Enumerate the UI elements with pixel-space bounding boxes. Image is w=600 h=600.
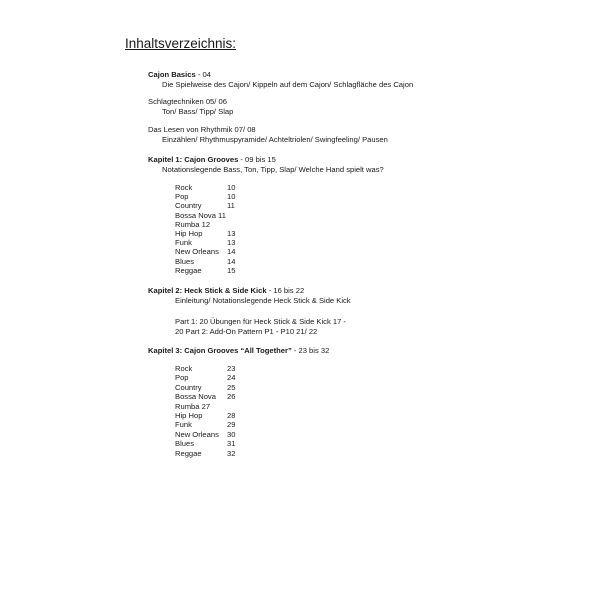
kapitel2-title: Kapitel 2: Heck Stick & Side Kick (148, 286, 267, 295)
kapitel1-detail: Notationslegende Bass, Ton, Tipp, Slap/ Welche Hand spielt was? (162, 165, 384, 174)
kapitel1-heading (148, 155, 276, 164)
rhythmik-detail: Einzählen/ Rhythmuspyramide/ Achteltriolen/ Swingfeeling/ Pausen (162, 135, 388, 144)
kapitel3-heading (148, 346, 329, 355)
cajon-basics-detail: Die Spielweise des Cajon/ Kippeln auf dem Cajon/ Schlagfläche des Cajon (162, 80, 414, 89)
kapitel2-detail: Einleitung/ Notationslegende Heck Stick & Side Kick (175, 296, 351, 305)
kapitel1-title: Kapitel 1: Cajon Grooves (148, 155, 239, 164)
document-page: Inhaltsverzeichnis: Cajon Basics - 04 Die Spielweise des Cajon/ Kippeln auf dem Cajon/ Schlagfläche des Cajon Schlagtechniken 05/ 06 Ton/ Bass/ Tipp/ Slap Das Lesen von Rhythmik 07/ 08 Einzählen/ Rhythmuspyramide/ Achteltriolen/ Swingfeeling/ Pausen Kapitel 1: Cajon Grooves - 09 bis 15 Notationslegende Bass, Ton, Tipp, Slap/ Welche Hand spielt was? Rock 10 Pop 10 Country 11 Bossa Nova 11 Rumba 12 Hip Hop 13 Funk 13 New Orleans 14 Blues 14 Reggae 15 Kapitel 2: Heck Stick & Side Kick - 16 bis 22 Einleitung/ Notationslegende Heck Stick & Side Kick Part 1: 20 Übungen für Heck Stick & Side Kick 17 - 20 Part 2: Add-On Pattern P1 - P10 21/ 22 Kapitel 3: Cajon Grooves “All Together” - 23 bis 32 Rock 23 Pop 24 Country 25 Bossa Nova 26 Rumba 27 Hip Hop 28 Funk 29 New Orleans 30 Blues 31 Reggae 32 (125, 36, 414, 458)
section-cajon-basics-heading (148, 70, 211, 79)
kapitel1-pages: - 09 bis 15 (238, 155, 276, 164)
kapitel2-pages: - 16 bis 22 (266, 286, 305, 295)
kapitel3-pages: - 23 bis 32 (291, 346, 330, 355)
rhythmik-heading: Das Lesen von Rhythmik 07/ 08 (148, 125, 256, 134)
kapitel2-part-line1: Part 1: 20 Übungen für Heck Stick & Side Kick 17 - (175, 317, 346, 326)
cajon-basics-pages: - 04 (195, 70, 211, 79)
page-title: Inhaltsverzeichnis: (125, 36, 237, 51)
schlagtechniken-detail: Ton/ Bass/ Tipp/ Slap (162, 107, 234, 116)
kapitel3-title: Kapitel 3: Cajon Grooves “All Together” (148, 346, 292, 355)
schlagtechniken-heading: Schlagtechniken 05/ 06 (148, 97, 227, 106)
kapitel2-part-line2: 20 Part 2: Add-On Pattern P1 - P10 21/ 22 (175, 327, 318, 336)
cajon-basics-title: Cajon Basics (148, 70, 196, 79)
kapitel2-heading (148, 286, 304, 295)
